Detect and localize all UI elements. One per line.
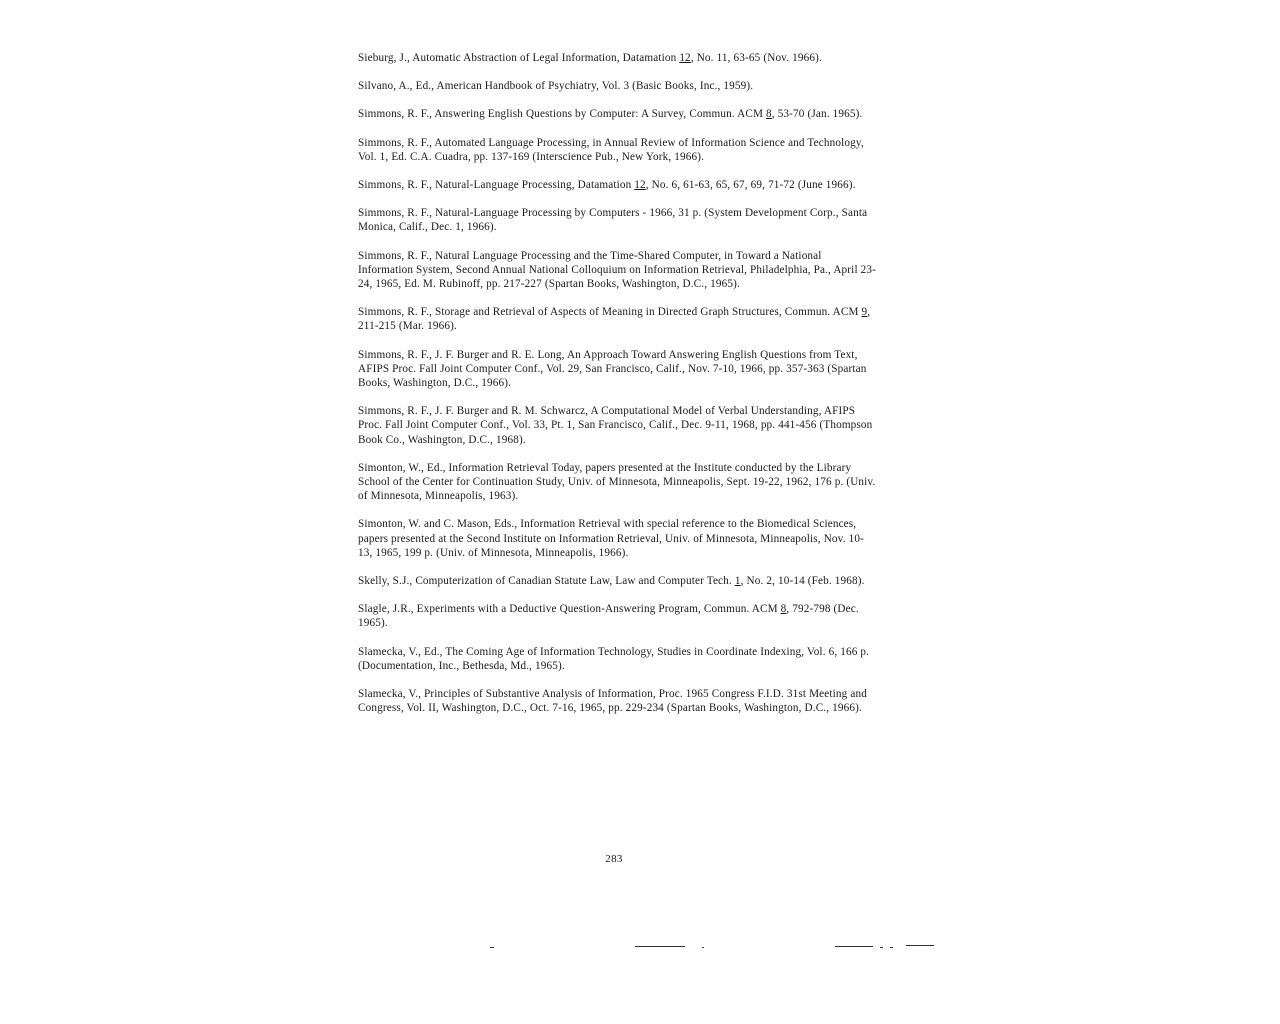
scan-artifact <box>490 947 494 948</box>
bibliography-page <box>358 51 878 730</box>
reference-text: Simmons, R. F., Natural-Language Processing by Computers - 1966, 31 p. (System Development Corp., Santa Monica, Calif., Dec. 1, 1966). <box>358 207 868 234</box>
reference-entry <box>358 461 878 504</box>
reference-text: Simmons, R. F., J. F. Burger and R. M. Schwarcz, A Computational Model of Verbal Understanding, AFIPS Proc. Fall Joint Computer Conf., Vol. 33, Pt. 1, San Francisco, Calif., Dec. 9-11, 1968, pp. 441-456 (Thompson Book Co., Washington, D.C., 1968). <box>358 405 873 446</box>
reference-entry <box>358 687 878 715</box>
reference-text: Slamecka, V., Ed., The Coming Age of Information Technology, Studies in Coordinate Indexing, Vol. 6, 166 p. (Documentation, Inc., Bethesda, Md., 1965). <box>358 645 870 672</box>
reference-list <box>358 51 878 716</box>
reference-text: Simonton, W. and C. Mason, Eds., Information Retrieval with special reference to the Biomedical Sciences, papers presented at the Second Institute on Information Retrieval, Univ. of Minnesota, Minneapolis, Nov. 10-13, 1965, 199 p. (Univ. of Minnesota, Minneapolis, 1966). <box>358 518 864 559</box>
reference-volume: 8 <box>780 603 787 616</box>
reference-text: Simmons, R. F., Natural-Language Processing, Datamation <box>358 179 635 192</box>
reference-entry <box>358 107 878 121</box>
reference-text-tail: , 792-798 (Dec. 1965). <box>358 603 859 630</box>
reference-entry <box>358 574 878 588</box>
reference-entry <box>358 348 878 391</box>
reference-entry <box>358 51 878 65</box>
reference-entry <box>358 602 878 630</box>
reference-entry <box>358 206 878 234</box>
reference-text: Simmons, R. F., Storage and Retrieval of Aspects of Meaning in Directed Graph Structures, Commun. ACM <box>358 306 862 319</box>
reference-entry <box>358 178 878 192</box>
scan-artifact <box>890 947 893 948</box>
reference-volume: 12 <box>679 52 691 64</box>
reference-text: Slagle, J.R., Experiments with a Deductive Question-Answering Program, Commun. ACM <box>358 603 781 616</box>
reference-text: Simmons, R. F., Answering English Questions by Computer: A Survey, Commun. ACM <box>358 108 767 121</box>
reference-entry <box>358 517 878 560</box>
reference-entry <box>358 404 878 447</box>
reference-text-tail: , 53-70 (Jan. 1965). <box>771 108 863 121</box>
scan-artifact <box>635 946 685 947</box>
reference-entry <box>358 645 878 673</box>
reference-text: Simmons, R. F., J. F. Burger and R. E. Long, An Approach Toward Answering English Questions from Text, AFIPS Proc. Fall Joint Computer Conf., Vol. 29, San Francisco, Calif., Nov. 7-10, 1966, pp. 357-363 (Spartan Books, Washington, D.C., 1966). <box>358 348 867 390</box>
reference-entry <box>358 249 878 292</box>
reference-text: Slamecka, V., Principles of Substantive Analysis of Information, Proc. 1965 Congress F.I.D. 31st Meeting and Congress, Vol. II, Washington, D.C., Oct. 7-16, 1965, pp. 229-234 (Spartan Books, Washington, D.C., 1966). <box>358 688 867 715</box>
reference-volume: 9 <box>861 306 868 319</box>
reference-entry <box>358 305 878 333</box>
scan-artifact <box>835 946 873 947</box>
page-number: 283 <box>605 853 623 865</box>
reference-text: Simonton, W., Ed., Information Retrieval Today, papers presented at the Institute conducted by the Library School of the Center for Continuation Study, Univ. of Minnesota, Minneapolis, Sept. 19-22, 1962, 176 p. (Univ. of Minnesota, Minneapolis, 1963). <box>358 461 876 503</box>
reference-text-tail: , No. 2, 10-14 (Feb. 1968). <box>740 575 865 588</box>
reference-entry <box>358 79 878 93</box>
reference-text-tail: , No. 11, 63-65 (Nov. 1966). <box>690 52 822 64</box>
reference-volume: 1 <box>734 575 741 588</box>
scan-artifact <box>702 947 704 948</box>
reference-entry <box>358 136 878 164</box>
reference-text: Sieburg, J., Automatic Abstraction of Legal Information, Datamation <box>358 52 680 64</box>
reference-text: Simmons, R. F., Automated Language Processing, in Annual Review of Information Science and Technology, Vol. 1, Ed. C.A. Cuadra, pp. 137-169 (Interscience Pub., New York, 1966). <box>358 136 864 163</box>
reference-volume: 8 <box>766 108 772 121</box>
reference-text: Simmons, R. F., Natural Language Processing and the Time-Shared Computer, in Toward a National Information System, Second Annual National Colloquium on Information Retrieval, Philadelphia, Pa., April 23-24, 1965, Ed. M. Rubinoff, pp. 217-227 (Spartan Books, Washington, D.C., 1965). <box>358 249 877 291</box>
reference-text: Silvano, A., Ed., American Handbook of Psychiatry, Vol. 3 (Basic Books, Inc., 1959). <box>358 80 754 93</box>
reference-text: Skelly, S.J., Computerization of Canadian Statute Law, Law and Computer Tech. <box>358 575 735 588</box>
reference-text-tail: , 211-215 (Mar. 1966). <box>358 306 871 333</box>
reference-volume: 12 <box>634 179 646 192</box>
scan-artifact <box>906 945 934 946</box>
reference-text-tail: , No. 6, 61-63, 65, 67, 69, 71-72 (June 1966). <box>645 179 856 192</box>
scan-artifact <box>880 947 883 948</box>
